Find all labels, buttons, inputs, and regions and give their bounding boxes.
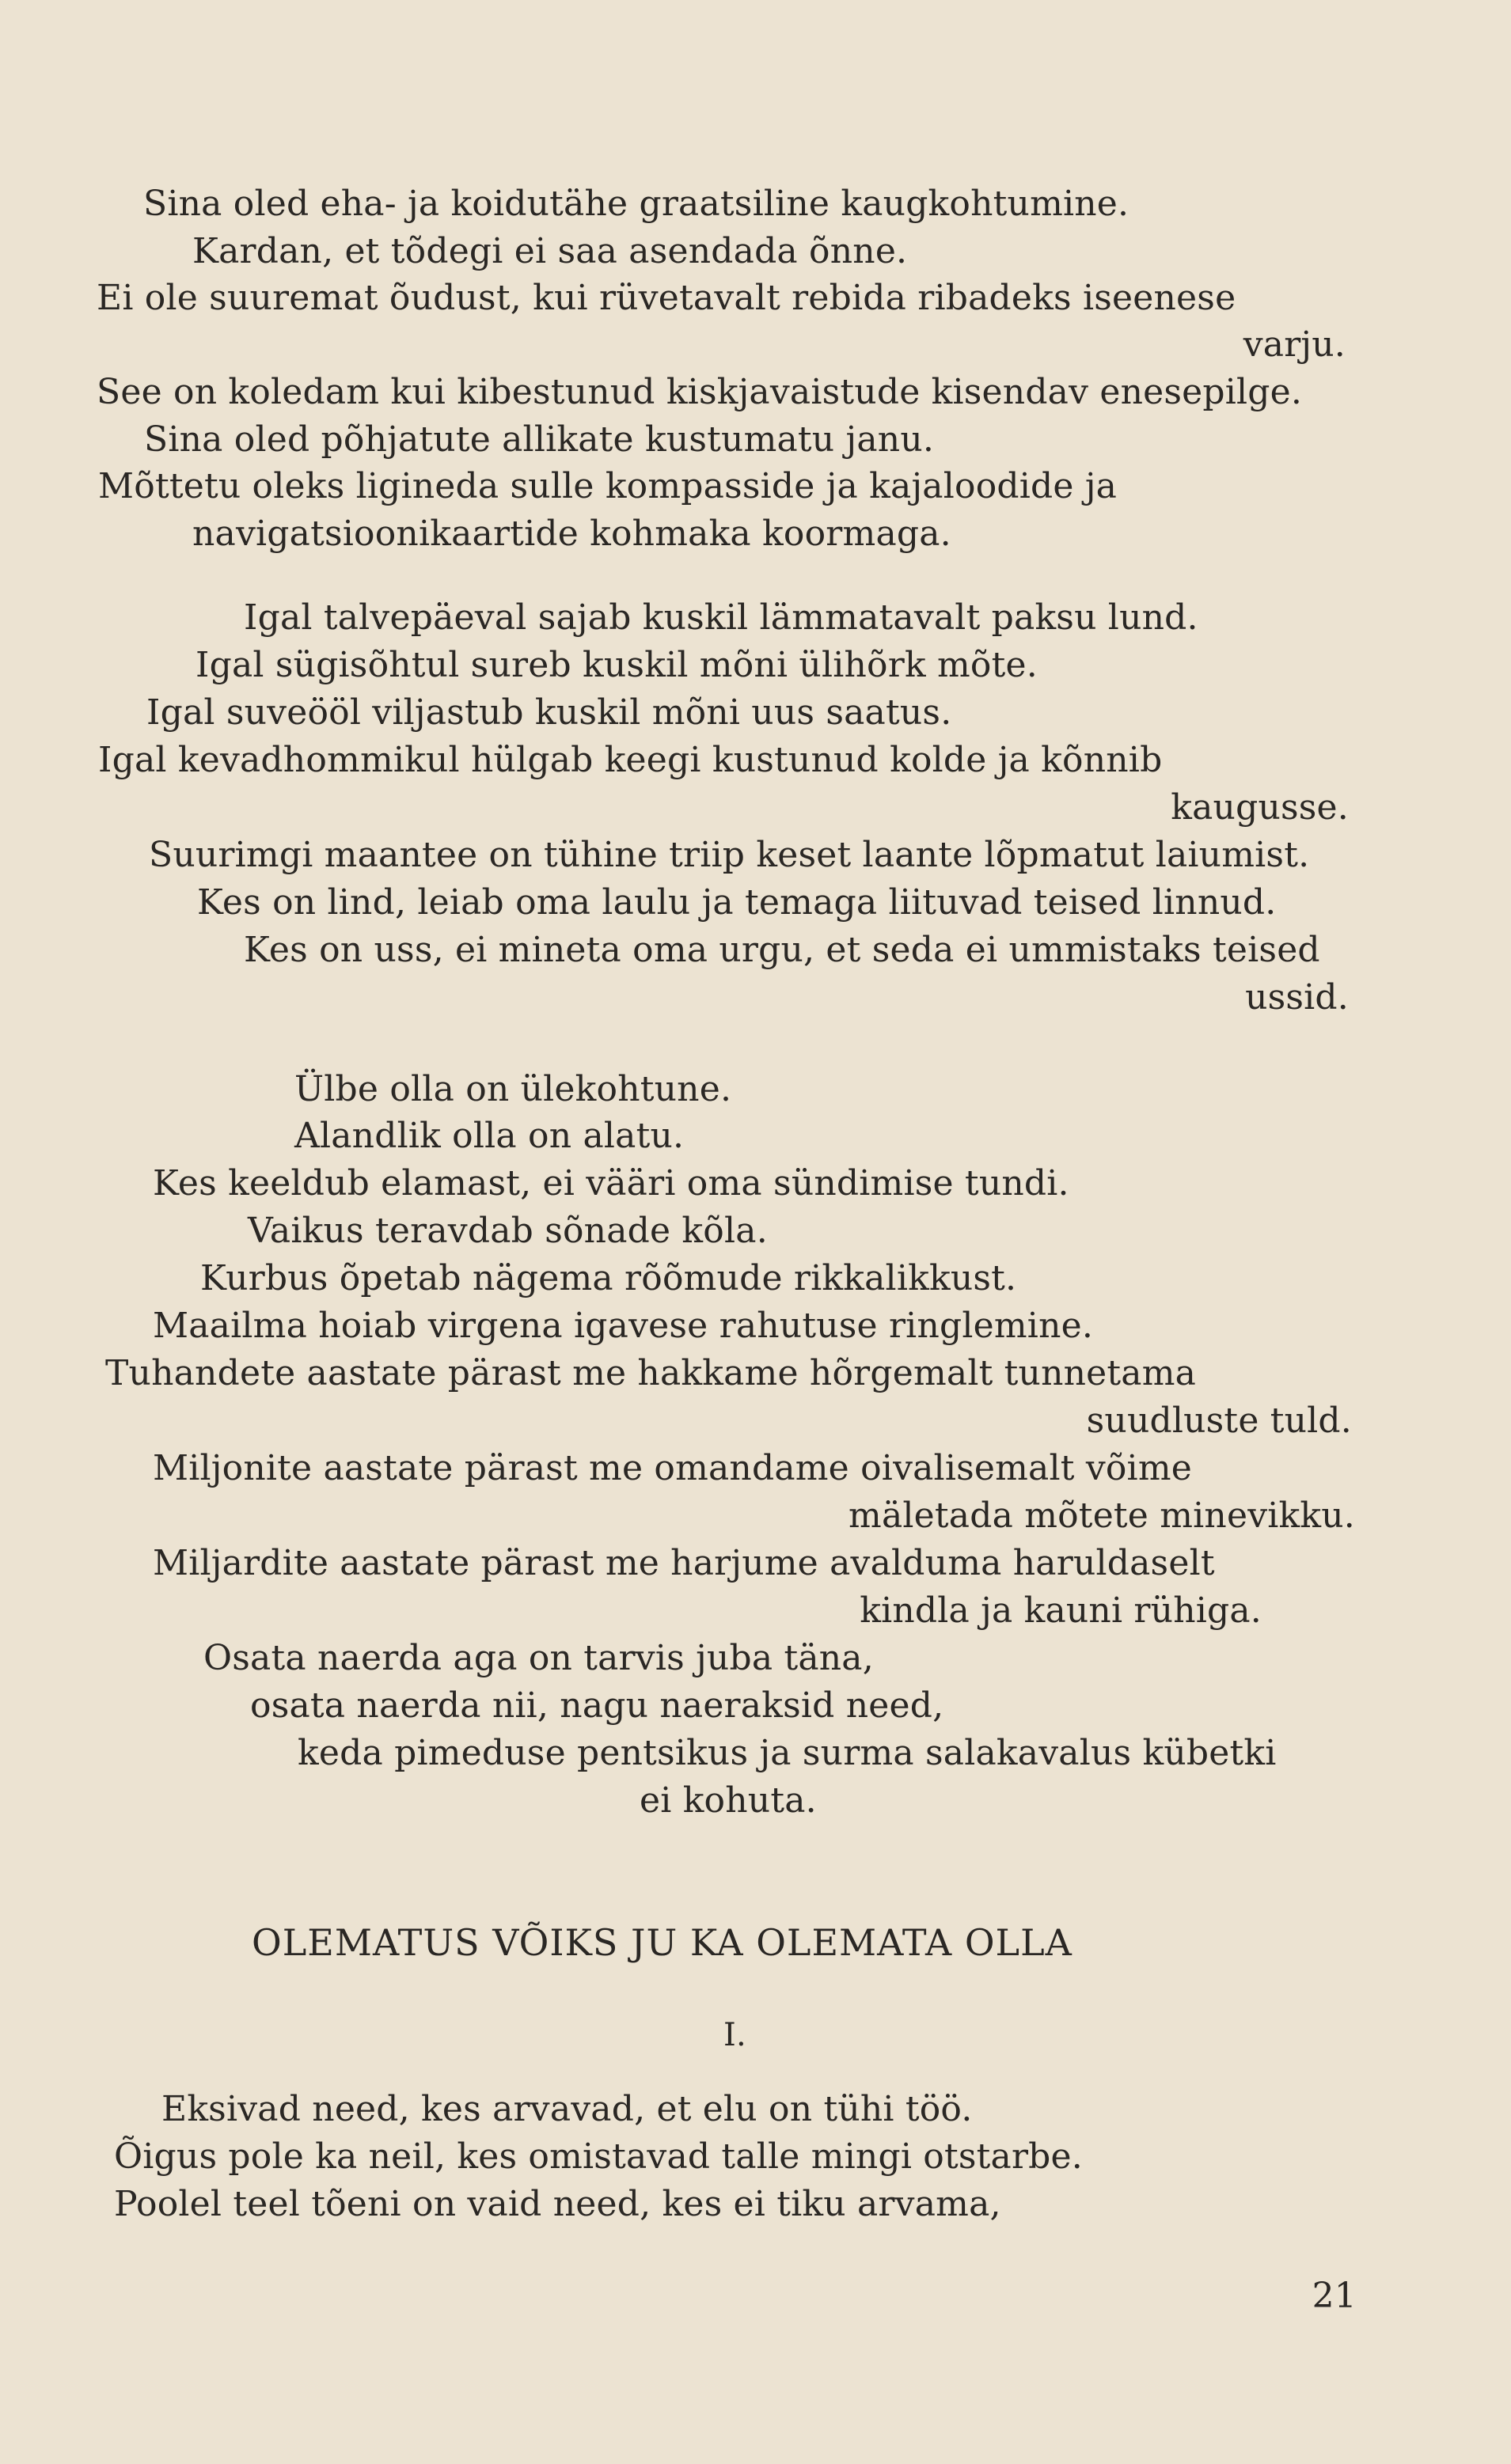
poem-line: Kes keeldub elamast, ei vääri oma sündimise tundi. xyxy=(153,1163,1069,1204)
poem-line: Sina oled eha- ja koidutähe graatsiline kaugkohtumine. xyxy=(143,184,1129,224)
poem-line: Ei ole suuremat õudust, kui rüvetavalt rebida ribadeks iseenese xyxy=(97,278,1236,318)
poem-line: Kes on lind, leiab oma laulu ja temaga liituvad teised linnud. xyxy=(197,882,1277,923)
poem-line: Vaikus teravdab sõnade kõla. xyxy=(248,1211,768,1251)
poem-line: Ülbe olla on ülekohtune. xyxy=(294,1069,732,1109)
poem-line-continuation: kindla ja kauni rühiga. xyxy=(860,1590,1262,1631)
poem-line: Suurimgi maantee on tühine triip keset laante lõpmatut laiumist. xyxy=(149,835,1310,875)
poem-line: Õigus pole ka neil, kes omistavad talle mingi otstarbe. xyxy=(114,2136,1083,2177)
poem-line: Eksivad need, kes arvavad, et elu on tühi töö. xyxy=(161,2089,973,2129)
poem-line: Igal suveööl viljastub kuskil mõni uus saatus. xyxy=(146,692,952,733)
poem-line: Sina oled põhjatute allikate kustumatu janu. xyxy=(144,419,935,460)
poem-line: keda pimeduse pentsikus ja surma salakavalus kübetki xyxy=(298,1733,1277,1773)
poem-line: Kes on uss, ei mineta oma urgu, et seda ei ummistaks teised xyxy=(244,930,1320,970)
section-title: OLEMATUS VÕIKS JU KA OLEMATA OLLA xyxy=(252,1921,1073,1964)
poem-line: Miljardite aastate pärast me harjume avalduma haruldaselt xyxy=(153,1543,1215,1583)
poem-line: osata naerda nii, nagu naeraksid need, xyxy=(250,1685,944,1726)
poem-line: Igal talvepäeval sajab kuskil lämmatavalt paksu lund. xyxy=(244,597,1198,638)
poem-line: See on koledam kui kibestunud kiskjavaistude kisendav enesepilge. xyxy=(97,372,1303,412)
poem-line-continuation: ei kohuta. xyxy=(640,1780,817,1821)
poem-line: Miljonite aastate pärast me omandame oivalisemalt võime xyxy=(153,1448,1192,1488)
poem-line-continuation: kaugusse. xyxy=(1171,787,1349,828)
poem-line: Igal sügisõhtul sureb kuskil mõni ülihõrk mõte. xyxy=(196,645,1038,685)
poem-line: Osata naerda aga on tarvis juba täna, xyxy=(203,1638,874,1678)
poem-line-continuation: ussid. xyxy=(1245,977,1349,1018)
poem-line-continuation: mäletada mõtete minevikku. xyxy=(849,1495,1355,1536)
poem-line: Maailma hoiab virgena igavese rahutuse ringlemine. xyxy=(153,1306,1094,1346)
poem-line: Alandlik olla on alatu. xyxy=(294,1116,685,1156)
page-number: 21 xyxy=(1312,2276,1357,2316)
poem-line-continuation: varju. xyxy=(1243,324,1346,365)
poem-line-continuation: navigatsioonikaartide kohmaka koormaga. xyxy=(192,514,951,554)
section-number: I. xyxy=(723,2017,746,2053)
poem-line: Kardan, et tõdegi ei saa asendada õnne. xyxy=(192,231,908,271)
poem-line: Poolel teel tõeni on vaid need, kes ei tiku arvama, xyxy=(114,2184,1001,2224)
poem-line: Tuhandete aastate pärast me hakkame hõrgemalt tunnetama xyxy=(105,1353,1197,1393)
poem-line: Mõttetu oleks ligineda sulle kompasside ja kajaloodide ja xyxy=(98,466,1118,506)
poem-line: Kurbus õpetab nägema rõõmude rikkalikkust. xyxy=(200,1258,1017,1298)
poem-line: Igal kevadhommikul hülgab keegi kustunud kolde ja kõnnib xyxy=(98,740,1163,780)
poem-line-continuation: suudluste tuld. xyxy=(1086,1401,1352,1441)
